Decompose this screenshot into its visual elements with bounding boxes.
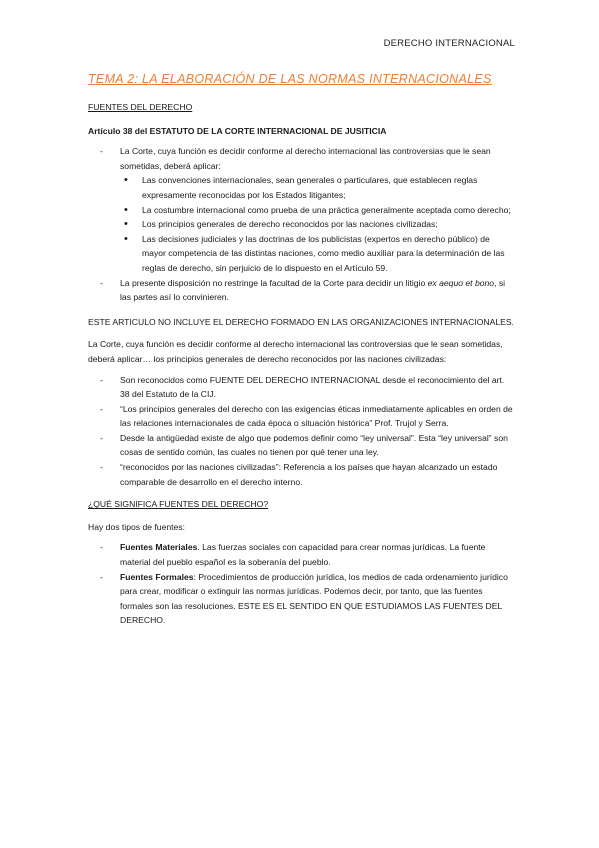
body-paragraph: La Corte, cuya función es decidir conforme al derecho internacional las controversias que le sean sometidas, deberá aplicar… los principios generales de derecho reconocidos por las naciones civilizadas: — [88, 339, 503, 364]
list-item — [88, 570, 516, 628]
list-item-text: , si las partes así lo convinieren. — [120, 277, 506, 303]
page-title: TEMA 2: LA ELABORACIÓN DE LAS NORMAS INTERNACIONALES — [88, 72, 492, 86]
term-definition: : Procedimientos de producción jurídica, los medios de cada ordenamiento jurídico para crear, modificar o extinguir las normas jurídicas. Podemos decir, por tanto, que las fuentes formales son las resoluciones. ESTE ES EL SENTIDO EN QUE ESTUDIAMOS LAS FUENTES DEL DERECHO. — [120, 571, 508, 626]
body-paragraph: Hay dos tipos de fuentes: — [88, 521, 185, 532]
term-definition: . Las fuerzas sociales con capacidad para crear normas jurídicas. La fuente material del pueblo español es la soberanía del pueblo. — [120, 542, 486, 568]
bullet-item: • Las decisiones judiciales y las doctrinas de los publicistas (expertos en derecho público) de mayor competencia de las distintas naciones, como medio auxiliar para la determinación de las reglas de derecho, sin perjuicio de lo dispuesto en el Artículo 59. — [120, 232, 516, 276]
term-label: Fuentes Materiales — [120, 542, 198, 553]
bullet-item: • Las convenciones internacionales, sean generales o particulares, que establecen reglas expresamente reconocidas por los Estados litigantes; — [120, 173, 516, 202]
list-item — [88, 540, 516, 569]
article-list — [88, 144, 516, 305]
list-item — [88, 276, 516, 305]
latin-phrase: ex aequo et bono — [427, 277, 495, 288]
bullet-item: • Los principios generales de derecho reconocidos por las naciones civilizadas; — [120, 217, 516, 232]
list-item: - Desde la antigüedad existe de algo que podemos definir como “ley universal”. Esta “ley universal” son cosas de sentido común, las cuales no tienen por qué tener una ley. — [88, 431, 516, 460]
principles-list — [88, 373, 516, 490]
source-types-list — [88, 540, 516, 628]
term-label: Fuentes Formales — [120, 571, 194, 582]
list-item: - Son reconocidos como FUENTE DEL DERECHO INTERNACIONAL desde el reconocimiento del art. 38 del Estatuto de la CIJ. — [88, 373, 516, 402]
document-body — [88, 100, 516, 628]
section-heading-question: ¿QUÉ SIGNIFICA FUENTES DEL DERECHO? — [88, 499, 269, 510]
list-item — [88, 144, 516, 275]
list-item: - “Los principios generales del derecho con las exigencias éticas inmediatamente aplicables en orden de las relaciones internacionales de cada época o situación histórica” Prof. Trujol y Serra. — [88, 402, 516, 431]
list-item-text: La presente disposición no restringe la facultad de la Corte para decidir un litigio — [120, 277, 428, 288]
list-item: - “reconocidos por las naciones civilizadas”: Referencia a los países que hayan alcanzado un estado comparable de desarrollo en el derecho interno. — [88, 460, 516, 489]
list-item-text: La Corte, cuya función es decidir conforme al derecho internacional las controversias que le sean sometidas, deberá aplicar: — [120, 146, 491, 171]
bullet-item: • La costumbre internacional como prueba de una práctica generalmente aceptada como derecho; — [120, 203, 516, 218]
sources-bullet-list — [120, 173, 516, 275]
section-heading-fuentes: FUENTES DEL DERECHO — [88, 102, 193, 112]
note-paragraph: ESTE ARTICULO NO INCLUYE EL DERECHO FORMADO EN LAS ORGANIZACIONES INTERNACIONALES. — [88, 316, 514, 327]
article-heading: Artículo 38 del ESTATUTO DE LA CORTE INTERNACIONAL DE JUSITICIA — [88, 125, 387, 136]
page-header: DERECHO INTERNACIONAL — [383, 38, 515, 49]
